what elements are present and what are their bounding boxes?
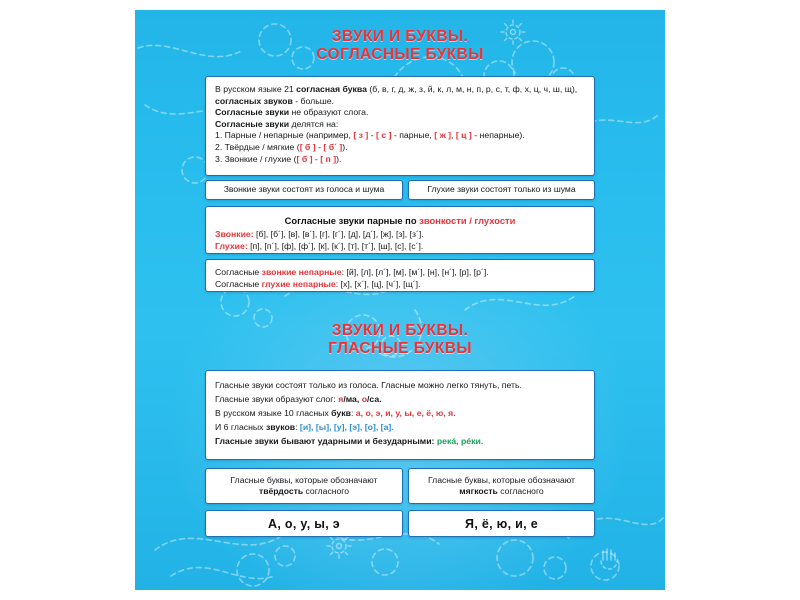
hardness-value-cell xyxy=(205,510,403,537)
row-value-voiced: [б], [б´], [в], [в´], [г], [г´], [д], [д´], [ж], [з], [з´]. xyxy=(253,229,424,239)
consonants-intro-line3 xyxy=(215,107,585,119)
text-frag-red: [ ж ] xyxy=(434,130,452,141)
consonants-intro-line1 xyxy=(215,84,585,96)
unpaired-voiceless-row xyxy=(215,279,585,291)
text-frag: : xyxy=(295,422,300,432)
text-frag-red: [ з ] xyxy=(353,130,369,141)
section2-title-line1: ЗВУКИ И БУКВЫ. xyxy=(331,322,469,339)
voiceless-definition-box xyxy=(408,180,595,200)
text-frag-bold: Согласные звуки xyxy=(215,118,290,129)
text-frag: - больше. xyxy=(292,95,334,106)
unpaired-sounds-card xyxy=(205,259,595,292)
text-frag-red: [ б ] xyxy=(296,153,313,164)
hardness-header-line1: Гласные буквы, которые обозначают xyxy=(230,474,378,485)
text-frag: - парные, xyxy=(391,130,435,141)
paired-sounds-header xyxy=(215,214,585,227)
voiced-definition-box xyxy=(205,180,403,200)
text-frag-red: звонкие непарные xyxy=(261,267,342,277)
softness-value-cell xyxy=(408,510,595,537)
text-frag: Гласные звуки образуют слог: xyxy=(215,394,339,404)
text-frag: делятся на: xyxy=(289,118,339,129)
voiceless-definition-text: Глухие звуки состоят только из шума xyxy=(427,184,576,195)
text-frag: - xyxy=(368,130,377,141)
text-frag-red: о xyxy=(361,394,368,404)
text-frag-red: [ с ] xyxy=(376,130,392,141)
text-frag-red: [ б ] xyxy=(299,141,316,152)
vowel-letters-list: а, о, э, и, у, ы, е, ё, ю, я. xyxy=(355,408,456,418)
text-frag: : [х], [х´], [ц], [ч´], [щ´]. xyxy=(335,278,421,289)
text-frag-red: [ п ] xyxy=(320,153,337,164)
softness-header-line2 xyxy=(459,486,543,497)
consonants-list-item-3 xyxy=(215,154,585,166)
text-frag-bold: твёрдость xyxy=(258,486,304,496)
vowels-intro-line5 xyxy=(215,434,585,448)
text-frag: ). xyxy=(342,141,348,152)
vowel-sounds-list: [и], [ы], [у], [э], [о], [а]. xyxy=(299,422,394,432)
text-frag: : [й], [л], [л´], [м], [м´], [н], [н´], [р], [р´]. xyxy=(341,267,489,277)
section1-title xyxy=(135,28,665,64)
vowels-intro-line3 xyxy=(215,406,585,420)
text-frag-red: [ б´ ] xyxy=(323,141,343,152)
row-value-voiceless: [п], [п´], [ф], [ф´], [к], [к´], [т], [т´], [ш], [с], [с´]. xyxy=(247,240,424,251)
text-frag-red: [ ц ] xyxy=(455,130,472,141)
text-frag: 1. Парные / непарные (например, xyxy=(215,130,354,141)
text-frag: Согласные звуки парные по xyxy=(284,215,420,226)
text-frag: - непарные). xyxy=(471,130,525,141)
text-frag-red: глухие непарные xyxy=(261,278,336,289)
text-frag: - xyxy=(315,141,324,152)
educational-poster xyxy=(135,10,665,590)
consonants-intro-line2 xyxy=(215,96,585,108)
text-frag-bold: мягкость xyxy=(459,486,498,496)
row-label-voiceless: Глухие: xyxy=(215,240,248,251)
text-frag-bold: /ма, xyxy=(343,394,362,404)
text-frag: : xyxy=(350,408,356,418)
text-frag-bold: /са. xyxy=(367,394,382,404)
row-label-voiced: Звонкие: xyxy=(215,229,254,239)
softness-header-cell xyxy=(408,468,595,504)
consonants-list-item-1 xyxy=(215,130,585,142)
text-frag: ). xyxy=(336,153,342,164)
consonants-intro-line4 xyxy=(215,119,585,131)
text-frag-bold: Согласные звуки xyxy=(215,107,290,118)
text-frag: Согласные xyxy=(215,278,262,289)
text-frag: В русском языке 21 xyxy=(215,84,297,94)
section2-title-line2: ГЛАСНЫЕ БУКВЫ xyxy=(328,340,472,357)
voiced-definition-text: Звонкие звуки состоят из голоса и шума xyxy=(223,184,385,195)
text-frag-bold: согласных звуков xyxy=(215,95,293,106)
text-frag: , xyxy=(451,130,456,141)
text-frag: не образуют слога. xyxy=(289,107,369,118)
text-frag-bold: букв xyxy=(331,408,351,418)
vowels-intro-card xyxy=(205,370,595,460)
text-frag: 3. Звонкие / глухие ( xyxy=(215,153,297,164)
text-frag-bold: согласная буква xyxy=(296,84,367,94)
text-frag: согласного xyxy=(497,486,544,496)
text-frag: (б, в, г, д, ж, з, й, к, л, м, н, п, р, с, т, ф, х, ц, ч, ш, щ), xyxy=(366,84,578,94)
consonants-intro-card xyxy=(205,76,595,176)
text-frag: И 6 гласных xyxy=(215,422,266,432)
paired-voiceless-row xyxy=(215,241,585,253)
vowels-intro-line4 xyxy=(215,420,585,434)
paired-sounds-card xyxy=(205,206,595,254)
text-frag-bold: звуков xyxy=(265,422,296,432)
text-frag-red: я xyxy=(338,394,344,404)
consonants-list-item-2 xyxy=(215,142,585,154)
softness-letters: Я, ё, ю, и, е xyxy=(465,516,538,531)
hardness-header-cell xyxy=(205,468,403,504)
softness-header-line1: Гласные буквы, которые обозначают xyxy=(428,474,575,485)
text-frag: 2. Твёрдые / мягкие ( xyxy=(215,141,300,152)
text-frag-red: звонкости / глухости xyxy=(419,215,516,226)
text-frag: В русском языке 10 гласных xyxy=(215,408,332,418)
section1-title-line1: ЗВУКИ И БУКВЫ. xyxy=(331,28,469,45)
hardness-letters: А, о, у, ы, э xyxy=(268,516,340,531)
stress-example: рекá, рéки. xyxy=(436,436,484,446)
paired-voiced-row xyxy=(215,229,585,241)
text-frag-bold: Гласные звуки бывают ударными и безударными: xyxy=(215,436,437,446)
text-frag: - xyxy=(312,153,321,164)
section2-title xyxy=(135,322,665,358)
vowels-intro-line1: Гласные звуки состоят только из голоса. Гласные можно легко тянуть, петь. xyxy=(215,380,522,390)
text-frag: Согласные xyxy=(215,267,262,277)
section1-title-line2: СОГЛАСНЫЕ БУКВЫ xyxy=(316,46,484,63)
text-frag: согласного xyxy=(303,486,350,496)
vowels-intro-line2 xyxy=(215,392,585,406)
unpaired-voiced-row xyxy=(215,267,585,279)
hardness-header-line2 xyxy=(259,486,349,497)
